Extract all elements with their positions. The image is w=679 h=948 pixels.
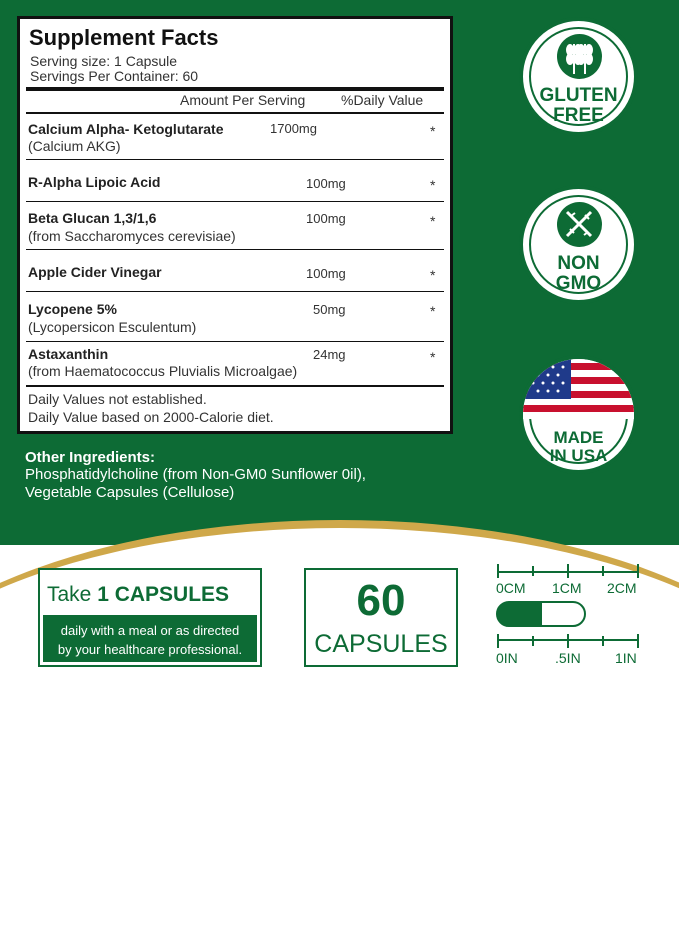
badge-text: IN USA — [549, 446, 608, 465]
row-amount: 100mg — [306, 176, 346, 191]
dosage-bold: 1 CAPSULES — [97, 583, 230, 606]
row-source: (Calcium AKG) — [28, 138, 121, 154]
row-amount: 100mg — [306, 266, 346, 281]
divider — [26, 291, 444, 292]
badge-text: FREE — [553, 105, 604, 126]
row-dv: * — [430, 349, 436, 365]
row-name: R-Alpha Lipoic Acid — [28, 174, 161, 190]
row-source: (from Haematococcus Pluvialis Microalgae) — [28, 363, 298, 379]
row-amount: 1700mg — [270, 121, 317, 136]
dosage-heading — [47, 583, 229, 607]
capsule-icon — [497, 602, 585, 626]
divider — [26, 112, 444, 114]
divider — [26, 341, 444, 342]
row-name: Astaxanthin — [28, 346, 109, 362]
row-source: (Lycopersicon Esculentum) — [28, 319, 197, 335]
other-ingredients-line: Vegetable Capsules (Cellulose) — [25, 484, 235, 501]
row-dv: * — [430, 213, 436, 229]
ruler-label: 1CM — [552, 580, 582, 596]
divider — [26, 87, 444, 91]
row-dv: * — [430, 123, 436, 139]
divider — [26, 201, 444, 202]
amount-header: Amount Per Serving — [180, 92, 306, 108]
badge-text: GLUTEN — [539, 85, 618, 106]
other-ingredients-title: Other Ingredients: — [25, 449, 156, 466]
gluten-free-badge — [519, 17, 638, 136]
divider — [26, 159, 444, 160]
dosage-line: by your healthcare professional. — [57, 642, 243, 657]
capsule-count: 60 — [356, 576, 406, 625]
row-source: (from Saccharomyces cerevisiae) — [28, 228, 236, 244]
ruler-label: 0IN — [496, 650, 518, 666]
row-dv: * — [430, 177, 436, 193]
dna-icon — [557, 202, 602, 247]
row-name: Apple Cider Vinegar — [28, 264, 162, 280]
ruler-label: 1IN — [615, 650, 637, 666]
footnote: Daily Value based on 2000-Calorie diet. — [28, 409, 274, 425]
row-amount: 24mg — [313, 347, 346, 362]
capsule-count-box — [304, 568, 458, 667]
serving-size: Serving size: 1 Capsule — [30, 53, 178, 69]
row-dv: * — [430, 267, 436, 283]
footnote: Daily Values not established. — [28, 391, 207, 407]
dv-header: %Daily Value — [341, 92, 424, 108]
badge-text: MADE — [553, 428, 604, 447]
row-name: Beta Glucan 1,3/1,6 — [28, 210, 157, 226]
servings-per-container: Servings Per Container: 60 — [30, 68, 199, 84]
divider — [26, 249, 444, 250]
badge-text: NON — [557, 253, 600, 274]
wheat-icon — [557, 34, 602, 79]
row-amount: 100mg — [306, 211, 346, 226]
dosage-instructions — [43, 615, 257, 662]
row-name: Lycopene 5% — [28, 301, 117, 317]
supplement-facts-panel — [17, 16, 453, 434]
divider — [26, 385, 444, 387]
facts-title: Supplement Facts — [29, 25, 219, 50]
dosage-prefix: Take — [47, 583, 98, 606]
ruler-label: .5IN — [555, 650, 581, 666]
row-dv: * — [430, 303, 436, 319]
dosage-line: daily with a meal or as directed — [60, 623, 240, 638]
ruler-label: 2CM — [607, 580, 637, 596]
ruler-label: 0CM — [496, 580, 526, 596]
row-name: Calcium Alpha- Ketoglutarate — [28, 121, 224, 137]
other-ingredients-line: Phosphatidylcholine (from Non-GM0 Sunflower 0il), — [25, 466, 366, 483]
non-gmo-badge — [519, 185, 638, 304]
badge-text: GMO — [555, 273, 602, 294]
made-in-usa-badge — [519, 355, 638, 474]
dosage-box — [38, 568, 262, 667]
capsule-label: CAPSULES — [314, 630, 448, 658]
row-amount: 50mg — [313, 302, 346, 317]
